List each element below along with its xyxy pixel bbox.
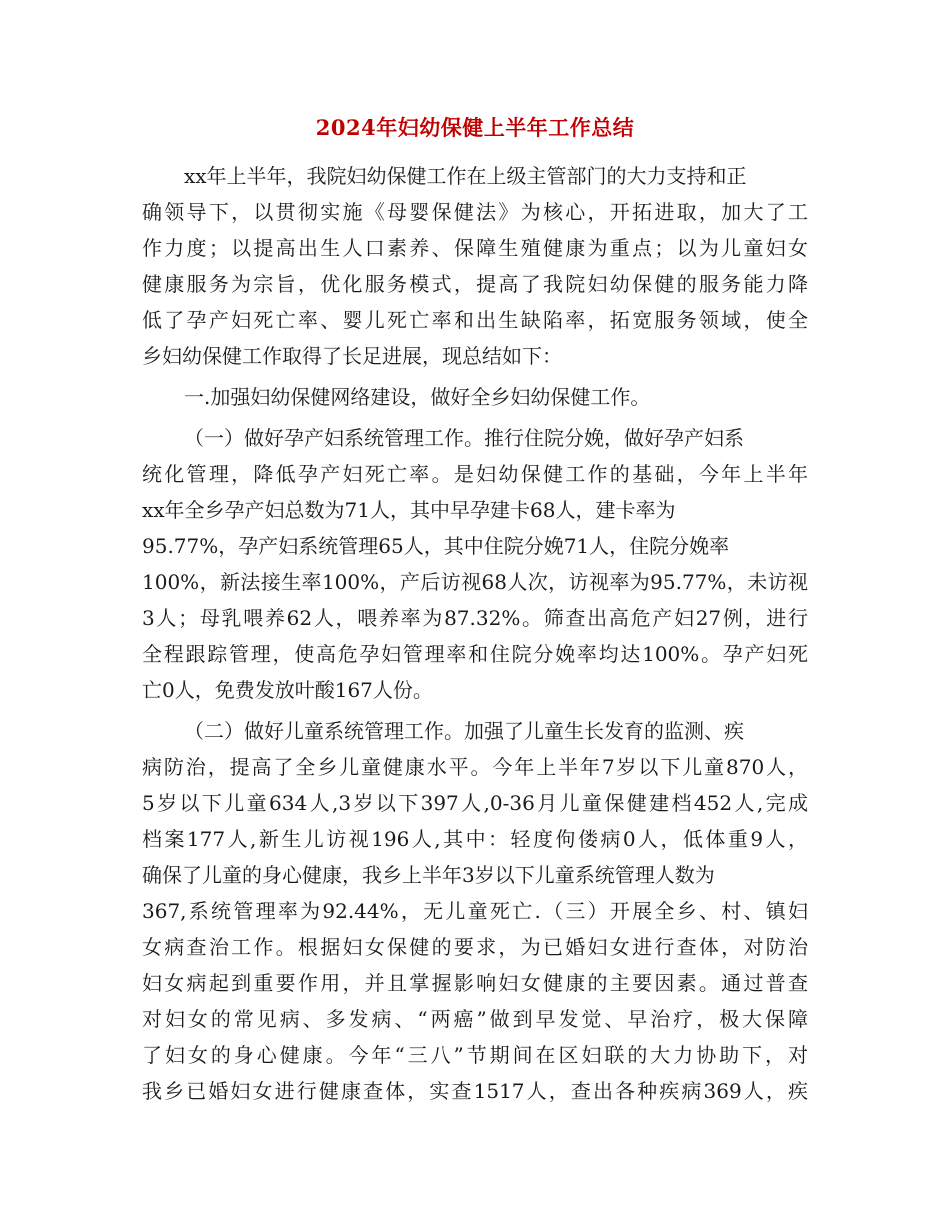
text-line-12: 100%，新法接生率100%，产后访视68人次，访视率为95.77%，未访视 [142, 570, 808, 594]
text-line-21: 367,系统管理率为92.44%，无儿童死亡.（三）开展全乡、村、镇妇 [142, 899, 808, 923]
text-line-3: 作力度；以提高出生人口素养、保障生殖健康为重点；以为儿童妇女 [142, 236, 808, 260]
text-line-5: 低了孕产妇死亡率、婴儿死亡率和出生缺陷率，拓宽服务领域，使全 [142, 308, 808, 332]
text-line-24: 对妇女的常见病、多发病、“两癌”做到早发觉、早治疗，极大保障 [142, 1007, 808, 1031]
text-line-26: 我乡已婚妇女进行健康查体，实查1517人，查出各种疾病369人，疾 [142, 1079, 808, 1103]
text-line-16: （二）做好儿童系统管理工作。加强了儿童生长发育的监测、疾 [184, 719, 744, 743]
text-line-1: xx年上半年，我院妇幼保健工作在上级主管部门的大力支持和正 [184, 164, 747, 188]
text-line-8: （一）做好孕产妇系统管理工作。推行住院分娩，做好孕产妇系 [184, 426, 744, 450]
section-heading-1: 一.加强妇幼保健网络建设，做好全乡妇幼保健工作。 [184, 385, 651, 409]
text-line-22: 女病查治工作。根据妇女保健的要求，为已婚妇女进行查体，对防治 [142, 935, 808, 959]
document-title: 2024年妇幼保健上半年工作总结 [315, 115, 635, 140]
text-line-4: 健康服务为宗旨，优化服务模式，提高了我院妇幼保健的服务能力降 [142, 272, 808, 296]
text-line-17: 病防治，提高了全乡儿童健康水平。今年上半年7岁以下儿童870人， [142, 755, 808, 779]
text-line-23: 妇女病起到重要作用，并且掌握影响妇女健康的主要因素。通过普查 [142, 971, 808, 995]
text-line-18: 5岁以下儿童634人,3岁以下397人,0-36月儿童保健建档452人,完成 [142, 791, 808, 815]
text-line-14: 全程跟踪管理，使高危孕妇管理率和住院分娩率均达100%。孕产妇死 [142, 642, 808, 666]
text-line-10: xx年全乡孕产妇总数为71人，其中早孕建卡68人，建卡率为 [142, 498, 676, 522]
text-line-2: 确领导下，以贯彻实施《母婴保健法》为核心，开拓进取，加大了工 [142, 200, 808, 224]
text-line-13: 3人；母乳喂养62人，喂养率为87.32%。筛查出高危产妇27例，进行 [142, 606, 808, 630]
text-line-25: 了妇女的身心健康。今年“三八”节期间在区妇联的大力协助下，对 [142, 1043, 808, 1067]
text-line-20: 确保了儿童的身心健康，我乡上半年3岁以下儿童系统管理人数为 [142, 863, 715, 887]
text-line-15: 亡0人，免费发放叶酸167人份。 [142, 678, 433, 702]
text-line-19: 档案177人,新生儿访视196人,其中：轻度佝偻病0人，低体重9人， [142, 827, 808, 851]
text-line-9: 统化管理，降低孕产妇死亡率。是妇幼保健工作的基础，今年上半年 [142, 462, 808, 486]
text-line-6: 乡妇幼保健工作取得了长足进展，现总结如下： [142, 344, 562, 368]
text-line-11: 95.77%，孕产妇系统管理65人，其中住院分娩71人，住院分娩率 [142, 534, 730, 558]
